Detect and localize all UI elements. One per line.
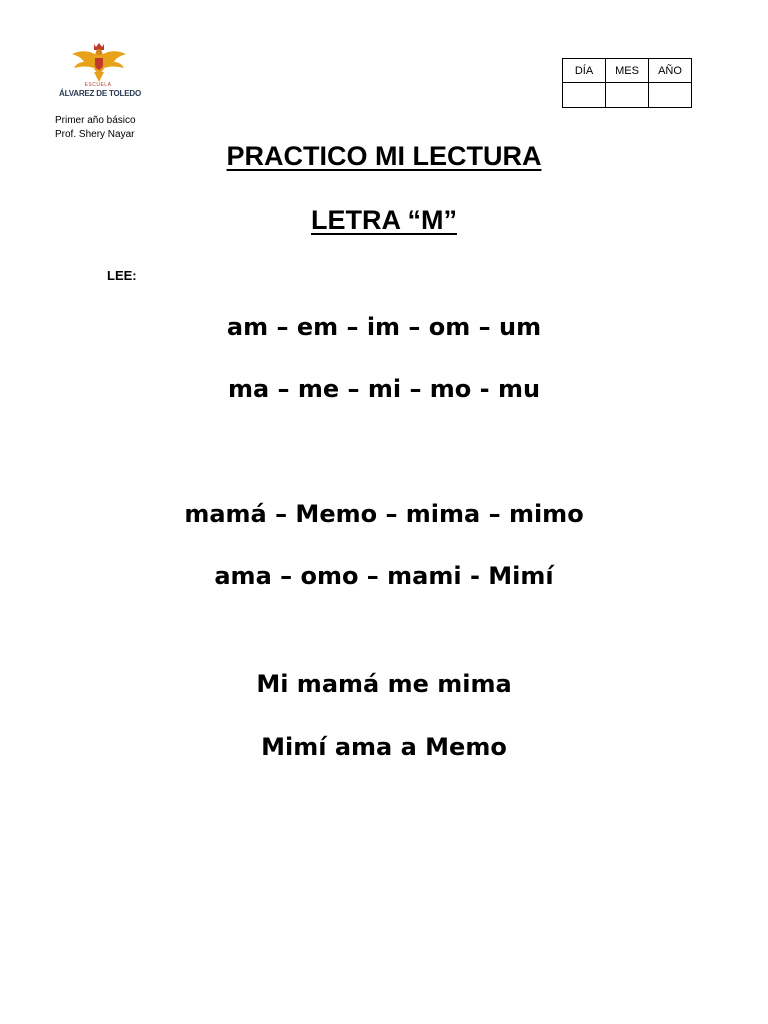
day-cell: [563, 83, 606, 108]
date-table-header: [563, 59, 692, 83]
page-title: PRACTICO MI LECTURA: [226, 141, 542, 171]
reading-line: am – em – im – om – um: [226, 313, 542, 341]
reading-line: Mimí ama a Memo: [261, 733, 507, 761]
year-cell: [649, 83, 692, 108]
reading-line: ama – omo – mami - Mimí: [214, 562, 554, 590]
day-header: DÍA: [563, 59, 606, 83]
eagle-crest-icon: [70, 42, 128, 84]
course-label: Primer año básico: [55, 115, 136, 126]
school-name: ÁLVAREZ DE TOLEDO: [59, 89, 141, 98]
logo-subtitle: ESCUELA: [84, 82, 112, 88]
month-cell: [606, 83, 649, 108]
page-subtitle: LETRA “M”: [311, 205, 457, 235]
teacher-name: Prof. Shery Nayar: [55, 129, 135, 140]
teacher-info: [55, 114, 136, 142]
school-logo: [52, 42, 148, 108]
instruction-label: LEE:: [107, 268, 137, 283]
month-header: MES: [606, 59, 649, 83]
reading-line: Mi mamá me mima: [256, 670, 512, 698]
date-table-values: [563, 83, 692, 108]
date-table: [562, 58, 692, 108]
reading-line: mamá – Memo – mima – mimo: [184, 500, 584, 528]
reading-line: ma – me – mi – mo - mu: [227, 375, 541, 403]
year-header: AÑO: [649, 59, 692, 83]
